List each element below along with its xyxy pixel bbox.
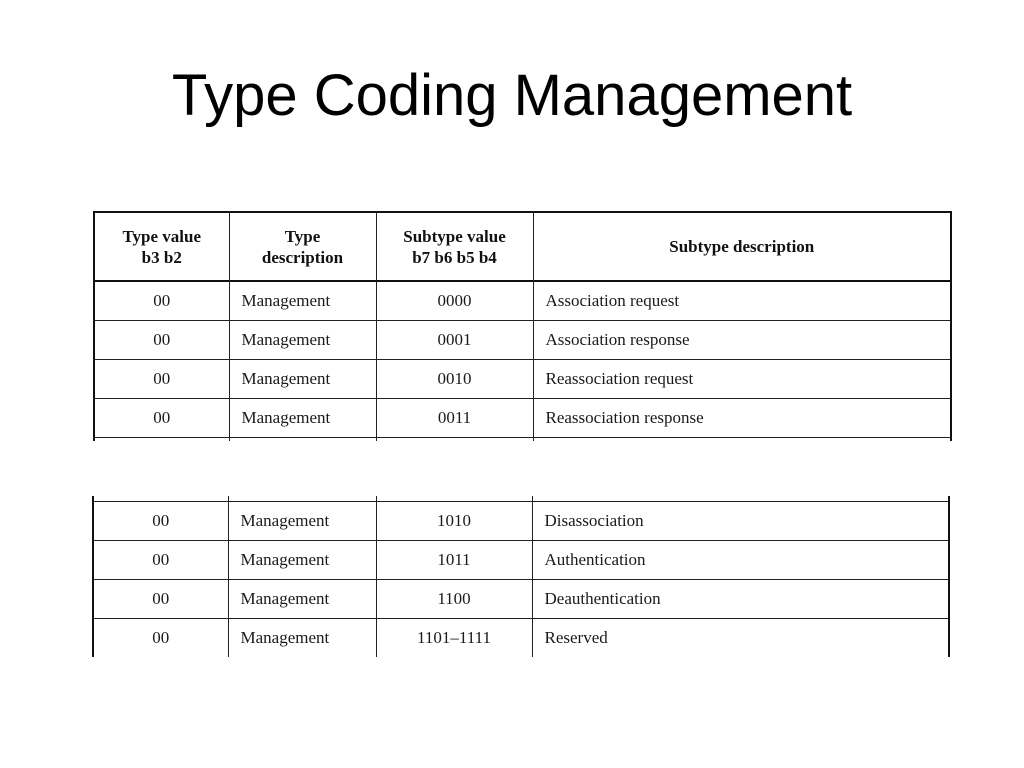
cell-subtype-value: 1010: [376, 501, 532, 540]
table-row: [94, 359, 951, 398]
cell-type-description: Management: [229, 320, 376, 359]
cell-subtype-value: 0011: [376, 398, 533, 437]
table-row: [94, 281, 951, 320]
cell-type-description: Management: [228, 579, 376, 618]
cell-type-description: Management: [229, 281, 376, 320]
table-header-row: [94, 212, 951, 281]
type-coding-table-top: [93, 211, 952, 441]
cell-type-value: 00: [93, 501, 228, 540]
table-row: [94, 320, 951, 359]
cell-subtype-description: Reserved: [532, 618, 949, 657]
table-row: [93, 579, 949, 618]
header-subtype-value: Subtype value b7 b6 b5 b4: [376, 212, 533, 281]
cell-type-value: 00: [94, 398, 229, 437]
cell-subtype-description: Reassociation response: [533, 398, 951, 437]
cell-type-value: 00: [94, 320, 229, 359]
header-type-value: Type value b3 b2: [94, 212, 229, 281]
cell-type-description: Management: [229, 359, 376, 398]
cell-type-value: 00: [94, 281, 229, 320]
cell-subtype-value: 1100: [376, 579, 532, 618]
cut-cell: [533, 437, 951, 441]
cell-subtype-value: 0010: [376, 359, 533, 398]
cell-type-value: 00: [93, 579, 228, 618]
cell-subtype-description: Association response: [533, 320, 951, 359]
cell-subtype-value: 0000: [376, 281, 533, 320]
table-row: [93, 618, 949, 657]
cell-subtype-value: 1101–1111: [376, 618, 532, 657]
cell-subtype-description: Authentication: [532, 540, 949, 579]
cell-type-description: Management: [228, 618, 376, 657]
cell-subtype-description: Disassociation: [532, 501, 949, 540]
cell-subtype-description: Association request: [533, 281, 951, 320]
cell-type-value: 00: [93, 618, 228, 657]
cell-type-value: 00: [93, 540, 228, 579]
cell-type-description: Management: [228, 540, 376, 579]
cell-type-description: Management: [228, 501, 376, 540]
header-type-description: Type description: [229, 212, 376, 281]
table-cut-edge: [94, 437, 951, 441]
cell-subtype-description: Deauthentication: [532, 579, 949, 618]
table-row: [93, 540, 949, 579]
cell-type-value: 00: [94, 359, 229, 398]
table-row: [94, 398, 951, 437]
cell-subtype-description: Reassociation request: [533, 359, 951, 398]
cell-type-description: Management: [229, 398, 376, 437]
cell-subtype-value: 1011: [376, 540, 532, 579]
cell-subtype-value: 0001: [376, 320, 533, 359]
cut-cell: [229, 437, 376, 441]
type-coding-table-bottom: [92, 496, 950, 657]
slide-title: Type Coding Management: [171, 63, 853, 128]
cut-cell: [376, 437, 533, 441]
table-row: [93, 501, 949, 540]
cut-cell: [94, 437, 229, 441]
header-subtype-description: Subtype description: [533, 212, 951, 281]
